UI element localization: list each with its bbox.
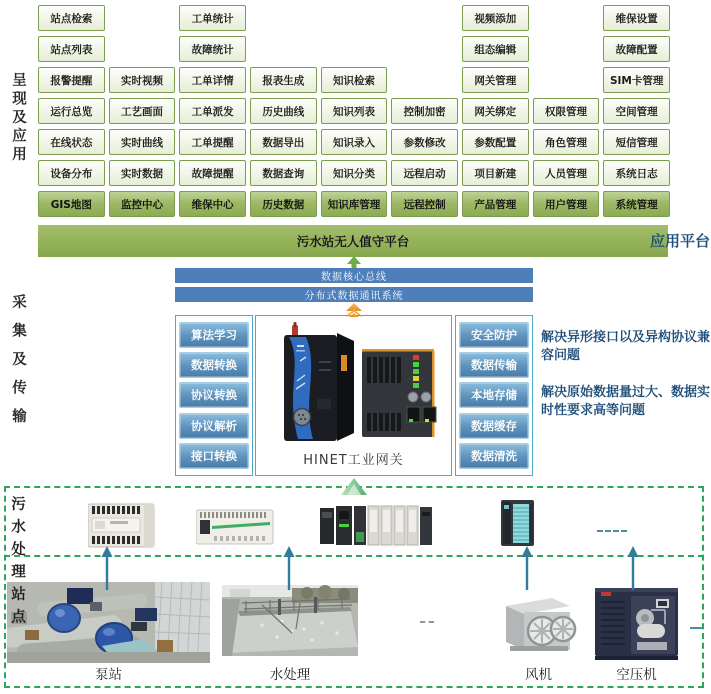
feature-box: 维保设置 <box>603 5 670 31</box>
feature-box: 系统日志 <box>603 160 670 186</box>
module-header: 远程控制 <box>391 191 458 217</box>
feature-box: 报警提醒 <box>38 67 105 93</box>
feature-box: 故障提醒 <box>179 160 246 186</box>
feature-box: 工单提醒 <box>179 129 246 155</box>
feature-box: 项目新建 <box>462 160 529 186</box>
application-grid <box>38 5 670 217</box>
feature-box: 站点检索 <box>38 5 105 31</box>
more-sites-dash-icon <box>690 627 702 629</box>
application-platform-label: 应用平台 <box>650 232 711 250</box>
plc-modular-rack-icon <box>320 502 434 547</box>
gateway-right-functions-panel <box>455 315 533 476</box>
gateway-function-box: 协议转换 <box>179 382 249 408</box>
feature-box: 角色管理 <box>533 129 600 155</box>
feature-box: 工单派发 <box>179 98 246 124</box>
feature-box: SIM卡管理 <box>603 67 670 93</box>
feature-box: 故障统计 <box>179 36 246 62</box>
plc-compact-green-stripe-icon <box>196 508 274 546</box>
feature-box: 参数修改 <box>391 129 458 155</box>
feature-box: 运行总览 <box>38 98 105 124</box>
feature-box: 知识列表 <box>321 98 388 124</box>
gateway-function-box: 数据转换 <box>179 352 249 378</box>
feature-box: 网关管理 <box>462 67 529 93</box>
gateway-function-box: 数据清洗 <box>459 443 529 469</box>
module-header: 产品管理 <box>462 191 529 217</box>
feature-box: 知识分类 <box>321 160 388 186</box>
site-label-air-compressor: 空压机 <box>616 667 657 683</box>
fan-link-arrow-icon <box>520 546 534 590</box>
feature-box: 控制加密 <box>391 98 458 124</box>
feature-box: 网关绑定 <box>462 98 529 124</box>
feature-box: 远程启动 <box>391 160 458 186</box>
feature-box: 站点列表 <box>38 36 105 62</box>
feature-box: 知识检索 <box>321 67 388 93</box>
feature-box: 人员管理 <box>533 160 600 186</box>
module-header: 知识库管理 <box>321 191 388 217</box>
module-header: GIS地图 <box>38 191 105 217</box>
feature-box: 实时视频 <box>109 67 176 93</box>
plc-cyan-front-icon <box>501 499 535 548</box>
feature-box: 空间管理 <box>603 98 670 124</box>
annotation-data-volume: 解决原始数据量过大、数据实时性要求高等问题 <box>541 385 711 418</box>
feature-box: 数据导出 <box>250 129 317 155</box>
gateway-panel <box>255 315 452 476</box>
gateway-left-functions-panel <box>175 315 253 476</box>
data-core-bus-bar: 数据核心总线 <box>175 268 533 283</box>
module-header: 用户管理 <box>533 191 600 217</box>
gateway-function-box: 协议解析 <box>179 413 249 439</box>
distributed-comm-bar: 分布式数据通讯系统 <box>175 287 533 302</box>
feature-box: 权限管理 <box>533 98 600 124</box>
platform-bar: 污水站无人值守平台 <box>38 225 668 257</box>
feature-box: 知识录入 <box>321 129 388 155</box>
more-sites-dash-icon <box>420 621 434 623</box>
feature-box: 报表生成 <box>250 67 317 93</box>
feature-box: 组态编辑 <box>462 36 529 62</box>
more-devices-dash-icon <box>597 530 627 532</box>
pump-station-link-arrow-icon <box>100 546 114 590</box>
gateway-function-box: 算法学习 <box>179 322 249 348</box>
water-treatment-photo <box>222 585 358 656</box>
site-label-water-treatment: 水处理 <box>269 667 311 683</box>
plc-terminal-blocks-icon <box>88 502 156 549</box>
gateway-function-box: 本地存储 <box>459 382 529 408</box>
pump-station-photo <box>7 582 210 663</box>
industrial-gateway-devices-icon <box>267 321 440 447</box>
feature-box: 工单详情 <box>179 67 246 93</box>
gateway-function-box: 接口转换 <box>179 443 249 469</box>
air-compressor-photo <box>593 584 680 661</box>
gateway-function-box: 数据传输 <box>459 352 529 378</box>
module-header: 历史数据 <box>250 191 317 217</box>
water-treatment-link-arrow-icon <box>282 546 296 590</box>
feature-box: 在线状态 <box>38 129 105 155</box>
section-label-presentation: 呈现及应用 <box>10 72 26 165</box>
gateway-function-box: 数据缓存 <box>459 413 529 439</box>
feature-box: 工单统计 <box>179 5 246 31</box>
feature-box: 参数配置 <box>462 129 529 155</box>
big-green-up-arrow-icon <box>341 478 367 495</box>
feature-box: 短信管理 <box>603 129 670 155</box>
feature-box: 故障配置 <box>603 36 670 62</box>
module-header: 监控中心 <box>109 191 176 217</box>
module-header: 系统管理 <box>603 191 670 217</box>
annotation-interfaces: 解决异形接口以及异构协议兼容问题 <box>541 330 711 363</box>
green-up-arrow-icon <box>346 256 362 268</box>
feature-box: 工艺画面 <box>109 98 176 124</box>
section-label-collection: 采集及传输 <box>10 294 26 437</box>
compressor-link-arrow-icon <box>626 546 640 590</box>
site-label-pump-station: 泵站 <box>95 667 122 683</box>
site-label-fan: 风机 <box>525 667 552 683</box>
feature-box: 实时数据 <box>109 160 176 186</box>
feature-box: 实时曲线 <box>109 129 176 155</box>
feature-box: 数据查询 <box>250 160 317 186</box>
feature-box: 视频添加 <box>462 5 529 31</box>
feature-box: 设备分布 <box>38 160 105 186</box>
gateway-title: HINET工业网关 <box>303 453 404 468</box>
fan-photo <box>500 594 577 657</box>
feature-box: 历史曲线 <box>250 98 317 124</box>
gateway-function-box: 安全防护 <box>459 322 529 348</box>
orange-up-arrow-icon <box>344 303 364 317</box>
section-label-station: 污水处理站点 <box>9 496 25 631</box>
module-header: 维保中心 <box>179 191 246 217</box>
